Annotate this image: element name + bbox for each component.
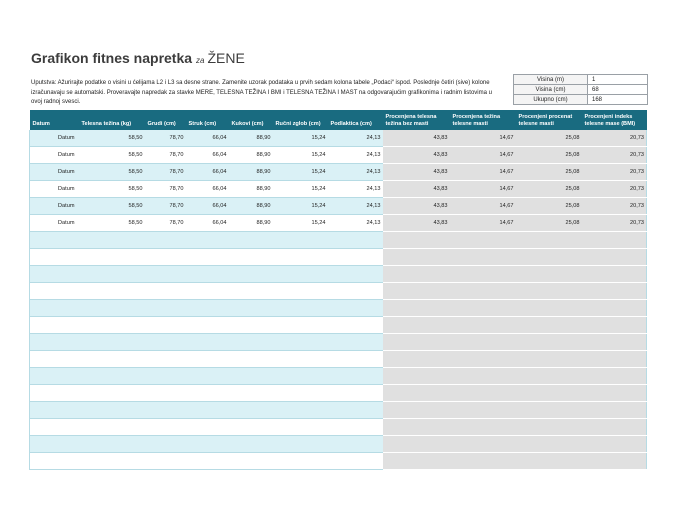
data-cell[interactable] xyxy=(145,402,186,419)
data-cell[interactable] xyxy=(186,419,229,436)
data-cell[interactable]: 88,90 xyxy=(229,147,273,164)
empty-table-row xyxy=(30,317,647,334)
data-cell[interactable] xyxy=(79,283,145,300)
calculated-cell[interactable] xyxy=(582,334,647,351)
calculated-cell[interactable] xyxy=(383,453,450,470)
calculated-cell[interactable] xyxy=(516,385,582,402)
title-who: ŽENE xyxy=(207,50,245,66)
empty-table-row xyxy=(30,453,647,470)
empty-table-row xyxy=(30,300,647,317)
column-header[interactable]: Struk (cm) xyxy=(186,110,229,130)
data-cell[interactable] xyxy=(186,232,229,249)
date-cell[interactable] xyxy=(30,334,79,351)
calculated-cell[interactable]: 14,67 xyxy=(450,215,516,232)
data-cell[interactable]: 66,04 xyxy=(186,181,229,198)
calculated-cell[interactable]: 20,73 xyxy=(582,130,647,147)
calculated-cell[interactable] xyxy=(450,368,516,385)
data-cell[interactable]: 15,24 xyxy=(273,164,328,181)
data-cell[interactable]: 58,50 xyxy=(79,130,145,147)
calculated-cell[interactable] xyxy=(516,249,582,266)
calculated-cell[interactable] xyxy=(450,453,516,470)
calculated-cell[interactable] xyxy=(450,334,516,351)
data-cell[interactable] xyxy=(229,300,273,317)
data-cell[interactable]: 78,70 xyxy=(145,215,186,232)
data-cell[interactable] xyxy=(79,453,145,470)
calculated-cell[interactable]: 25,08 xyxy=(516,215,582,232)
data-cell[interactable]: 24,13 xyxy=(328,164,383,181)
calculated-cell[interactable] xyxy=(450,317,516,334)
data-cell[interactable] xyxy=(328,385,383,402)
data-cell[interactable]: 78,70 xyxy=(145,198,186,215)
calculated-cell[interactable] xyxy=(516,317,582,334)
instructions-text: Uputstva: Ažurirajte podatke o visini u ćelijama L2 i L3 sa desne strane. Zamenite uzorak podataka u prvih sedam kolona tabele „Podaci“ ispod. Poslednje četiri (sive) kolone izračunavaju se automatski. Proveravajte napredak za stavke MERE, TELESNA TEŽINA I BMI i TELESNA TEŽINA I MAST na odgovarajućim grafikonima i radnim listovima u ovoj radnoj svesci. xyxy=(31,80,492,105)
column-header[interactable]: Kukovi (cm) xyxy=(229,110,273,130)
calculated-cell[interactable] xyxy=(383,317,450,334)
data-cell[interactable]: 88,90 xyxy=(229,181,273,198)
calculated-cell[interactable] xyxy=(450,283,516,300)
data-cell[interactable] xyxy=(229,317,273,334)
calculated-cell[interactable] xyxy=(582,300,647,317)
data-cell[interactable] xyxy=(186,283,229,300)
calculated-cell[interactable]: 20,73 xyxy=(582,198,647,215)
calculated-cell[interactable] xyxy=(383,368,450,385)
calculated-cell[interactable] xyxy=(582,232,647,249)
data-cell[interactable] xyxy=(145,385,186,402)
calculated-cell[interactable] xyxy=(450,436,516,453)
data-cell[interactable]: 66,04 xyxy=(186,198,229,215)
title-za: za xyxy=(196,56,205,65)
date-cell[interactable]: Datum xyxy=(30,147,79,164)
calculated-cell[interactable] xyxy=(383,300,450,317)
calculated-cell[interactable]: 25,08 xyxy=(516,198,582,215)
data-cell[interactable] xyxy=(328,232,383,249)
calculated-cell[interactable] xyxy=(516,283,582,300)
data-cell[interactable] xyxy=(229,351,273,368)
data-cell[interactable] xyxy=(328,351,383,368)
data-cell[interactable] xyxy=(328,334,383,351)
height-label: Visina (m) xyxy=(514,75,588,85)
calculated-cell[interactable] xyxy=(516,368,582,385)
calculated-cell[interactable]: 14,67 xyxy=(450,181,516,198)
data-cell[interactable]: 24,13 xyxy=(328,130,383,147)
calculated-cell[interactable] xyxy=(450,419,516,436)
calculated-cell[interactable] xyxy=(450,266,516,283)
calculated-cell[interactable] xyxy=(383,351,450,368)
date-cell[interactable]: Datum xyxy=(30,130,79,147)
data-cell[interactable] xyxy=(145,334,186,351)
date-cell[interactable] xyxy=(30,317,79,334)
data-cell[interactable] xyxy=(229,385,273,402)
calculated-cell[interactable] xyxy=(383,232,450,249)
data-cell[interactable] xyxy=(273,402,328,419)
height-value-cell[interactable]: 68 xyxy=(588,85,648,95)
data-cell[interactable] xyxy=(328,317,383,334)
column-header[interactable]: Procenjena težina telesne masti xyxy=(450,110,516,130)
calculated-cell[interactable] xyxy=(450,402,516,419)
data-cell[interactable] xyxy=(273,385,328,402)
data-cell[interactable]: 78,70 xyxy=(145,164,186,181)
table-row xyxy=(30,215,647,232)
calculated-cell[interactable] xyxy=(516,266,582,283)
date-cell[interactable] xyxy=(30,351,79,368)
date-cell[interactable] xyxy=(30,385,79,402)
empty-table-row xyxy=(30,436,647,453)
data-cell[interactable] xyxy=(273,300,328,317)
data-cell[interactable] xyxy=(328,436,383,453)
page-title xyxy=(31,50,245,66)
height-table xyxy=(513,74,648,105)
data-cell[interactable] xyxy=(273,334,328,351)
title-main: Grafikon fitnes napretka xyxy=(31,50,193,66)
empty-table-row xyxy=(30,419,647,436)
calculated-cell[interactable]: 25,08 xyxy=(516,181,582,198)
data-cell[interactable]: 15,24 xyxy=(273,181,328,198)
calculated-cell[interactable]: 14,67 xyxy=(450,198,516,215)
data-cell[interactable] xyxy=(186,453,229,470)
empty-table-row xyxy=(30,368,647,385)
date-cell[interactable]: Datum xyxy=(30,181,79,198)
data-cell[interactable] xyxy=(328,249,383,266)
column-header[interactable]: Procenjeni indeks telesne mase (BMI) xyxy=(582,110,647,130)
data-cell[interactable] xyxy=(273,249,328,266)
calculated-cell[interactable] xyxy=(582,317,647,334)
calculated-cell[interactable] xyxy=(582,351,647,368)
data-cell[interactable] xyxy=(145,453,186,470)
calculated-cell[interactable] xyxy=(383,436,450,453)
calculated-cell[interactable] xyxy=(582,249,647,266)
column-header[interactable]: Procenjeni procenat telesne masti xyxy=(516,110,582,130)
data-cell[interactable] xyxy=(229,368,273,385)
height-row xyxy=(514,85,648,95)
data-cell[interactable] xyxy=(273,283,328,300)
data-cell[interactable]: 24,13 xyxy=(328,198,383,215)
date-cell[interactable] xyxy=(30,453,79,470)
data-cell[interactable] xyxy=(145,368,186,385)
data-cell[interactable]: 24,13 xyxy=(328,215,383,232)
calculated-cell[interactable] xyxy=(383,334,450,351)
data-cell[interactable] xyxy=(79,368,145,385)
data-cell[interactable] xyxy=(328,300,383,317)
data-cell[interactable] xyxy=(79,385,145,402)
data-cell[interactable] xyxy=(229,232,273,249)
data-cell[interactable]: 88,90 xyxy=(229,164,273,181)
calculated-cell[interactable] xyxy=(516,351,582,368)
data-cell[interactable] xyxy=(229,453,273,470)
data-cell[interactable]: 15,24 xyxy=(273,147,328,164)
table-row xyxy=(30,164,647,181)
data-cell[interactable]: 58,50 xyxy=(79,198,145,215)
data-cell[interactable]: 58,50 xyxy=(79,181,145,198)
data-cell[interactable] xyxy=(145,300,186,317)
date-cell[interactable] xyxy=(30,368,79,385)
calculated-cell[interactable] xyxy=(450,232,516,249)
data-cell[interactable]: 66,04 xyxy=(186,147,229,164)
data-cell[interactable] xyxy=(186,334,229,351)
data-cell[interactable] xyxy=(328,402,383,419)
data-cell[interactable] xyxy=(145,419,186,436)
data-cell[interactable]: 15,24 xyxy=(273,198,328,215)
column-header[interactable]: Telesna težina (kg) xyxy=(79,110,145,130)
data-cell[interactable] xyxy=(145,249,186,266)
calculated-cell[interactable]: 43,83 xyxy=(383,215,450,232)
data-cell[interactable]: 88,90 xyxy=(229,215,273,232)
calculated-cell[interactable] xyxy=(383,283,450,300)
table-row xyxy=(30,130,647,147)
calculated-cell[interactable] xyxy=(516,402,582,419)
calculated-cell[interactable]: 14,67 xyxy=(450,164,516,181)
data-cell[interactable] xyxy=(186,317,229,334)
empty-table-row xyxy=(30,385,647,402)
column-header[interactable]: Podlaktica (cm) xyxy=(328,110,383,130)
date-cell[interactable] xyxy=(30,283,79,300)
empty-table-row xyxy=(30,249,647,266)
calculated-cell[interactable]: 43,83 xyxy=(383,198,450,215)
empty-table-row xyxy=(30,283,647,300)
calculated-cell[interactable]: 20,73 xyxy=(582,147,647,164)
calculated-cell[interactable] xyxy=(582,266,647,283)
calculated-cell[interactable]: 20,73 xyxy=(582,215,647,232)
calculated-cell[interactable]: 25,08 xyxy=(516,147,582,164)
data-cell[interactable] xyxy=(328,419,383,436)
date-cell[interactable] xyxy=(30,436,79,453)
data-cell[interactable] xyxy=(145,283,186,300)
data-cell[interactable] xyxy=(273,317,328,334)
calculated-cell[interactable] xyxy=(450,300,516,317)
data-table xyxy=(29,110,647,470)
data-cell[interactable]: 78,70 xyxy=(145,181,186,198)
data-cell[interactable] xyxy=(145,266,186,283)
calculated-cell[interactable] xyxy=(516,453,582,470)
data-cell[interactable] xyxy=(273,368,328,385)
data-cell[interactable] xyxy=(145,351,186,368)
height-value-cell[interactable]: 168 xyxy=(588,95,648,105)
table-row xyxy=(30,147,647,164)
data-cell[interactable] xyxy=(229,436,273,453)
calculated-cell[interactable]: 43,83 xyxy=(383,164,450,181)
data-cell[interactable] xyxy=(273,266,328,283)
height-value-cell[interactable]: 1 xyxy=(588,75,648,85)
column-header[interactable]: Grudi (cm) xyxy=(145,110,186,130)
date-cell[interactable] xyxy=(30,419,79,436)
data-cell[interactable] xyxy=(229,249,273,266)
height-label: Visina (cm) xyxy=(514,85,588,95)
calculated-cell[interactable] xyxy=(516,419,582,436)
data-cell[interactable] xyxy=(79,317,145,334)
calculated-cell[interactable]: 14,67 xyxy=(450,147,516,164)
data-cell[interactable] xyxy=(328,453,383,470)
data-cell[interactable] xyxy=(79,334,145,351)
calculated-cell[interactable] xyxy=(450,249,516,266)
data-cell[interactable] xyxy=(273,436,328,453)
data-cell[interactable] xyxy=(229,419,273,436)
date-cell[interactable] xyxy=(30,232,79,249)
data-cell[interactable]: 24,13 xyxy=(328,181,383,198)
calculated-cell[interactable]: 14,67 xyxy=(450,130,516,147)
data-cell[interactable] xyxy=(229,334,273,351)
data-cell[interactable] xyxy=(145,317,186,334)
calculated-cell[interactable]: 20,73 xyxy=(582,164,647,181)
empty-table-row xyxy=(30,334,647,351)
calculated-cell[interactable]: 25,08 xyxy=(516,164,582,181)
calculated-cell[interactable] xyxy=(383,419,450,436)
data-cell[interactable]: 58,50 xyxy=(79,215,145,232)
data-cell[interactable] xyxy=(328,283,383,300)
calculated-cell[interactable]: 25,08 xyxy=(516,130,582,147)
date-cell[interactable]: Datum xyxy=(30,164,79,181)
calculated-cell[interactable]: 43,83 xyxy=(383,130,450,147)
data-cell[interactable] xyxy=(186,368,229,385)
calculated-cell[interactable] xyxy=(383,402,450,419)
calculated-cell[interactable] xyxy=(582,453,647,470)
calculated-cell[interactable] xyxy=(383,266,450,283)
calculated-cell[interactable] xyxy=(516,232,582,249)
table-header-row xyxy=(30,110,647,130)
column-header[interactable]: Procenjena telesna težina bez masti xyxy=(383,110,450,130)
empty-table-row xyxy=(30,266,647,283)
data-cell[interactable] xyxy=(273,419,328,436)
data-cell[interactable]: 66,04 xyxy=(186,215,229,232)
data-cell[interactable]: 24,13 xyxy=(328,147,383,164)
data-cell[interactable] xyxy=(186,300,229,317)
table-row xyxy=(30,181,647,198)
data-cell[interactable] xyxy=(186,436,229,453)
calculated-cell[interactable] xyxy=(450,351,516,368)
calculated-cell[interactable] xyxy=(516,334,582,351)
calculated-cell[interactable] xyxy=(383,385,450,402)
data-cell[interactable] xyxy=(186,385,229,402)
data-cell[interactable]: 88,90 xyxy=(229,198,273,215)
height-row xyxy=(514,95,648,105)
empty-table-row xyxy=(30,232,647,249)
data-cell[interactable] xyxy=(273,453,328,470)
date-cell[interactable]: Datum xyxy=(30,198,79,215)
data-cell[interactable]: 15,24 xyxy=(273,130,328,147)
data-cell[interactable] xyxy=(79,300,145,317)
date-cell[interactable] xyxy=(30,402,79,419)
data-cell[interactable]: 66,04 xyxy=(186,130,229,147)
calculated-cell[interactable] xyxy=(516,300,582,317)
calculated-cell[interactable] xyxy=(450,385,516,402)
calculated-cell[interactable] xyxy=(383,249,450,266)
data-cell[interactable] xyxy=(79,232,145,249)
data-cell[interactable] xyxy=(79,351,145,368)
data-cell[interactable] xyxy=(229,402,273,419)
data-cell[interactable]: 78,70 xyxy=(145,147,186,164)
calculated-cell[interactable] xyxy=(582,402,647,419)
calculated-cell[interactable]: 43,83 xyxy=(383,181,450,198)
data-cell[interactable] xyxy=(186,402,229,419)
table-body xyxy=(30,130,647,470)
data-cell[interactable] xyxy=(79,266,145,283)
calculated-cell[interactable] xyxy=(582,419,647,436)
data-cell[interactable]: 66,04 xyxy=(186,164,229,181)
data-cell[interactable]: 58,50 xyxy=(79,164,145,181)
data-cell[interactable] xyxy=(79,249,145,266)
date-cell[interactable] xyxy=(30,249,79,266)
data-cell[interactable]: 88,90 xyxy=(229,130,273,147)
data-cell[interactable] xyxy=(273,232,328,249)
empty-table-row xyxy=(30,402,647,419)
data-cell[interactable] xyxy=(229,266,273,283)
table-row xyxy=(30,198,647,215)
data-cell[interactable] xyxy=(229,283,273,300)
column-header[interactable]: Ručni zglob (cm) xyxy=(273,110,328,130)
data-cell[interactable] xyxy=(328,368,383,385)
column-header[interactable]: Datum xyxy=(30,110,79,130)
data-cell[interactable] xyxy=(186,351,229,368)
date-cell[interactable] xyxy=(30,266,79,283)
data-cell[interactable] xyxy=(328,266,383,283)
calculated-cell[interactable] xyxy=(582,436,647,453)
calculated-cell[interactable] xyxy=(582,368,647,385)
height-label: Ukupno (cm) xyxy=(514,95,588,105)
data-cell[interactable] xyxy=(186,249,229,266)
calculated-cell[interactable] xyxy=(516,436,582,453)
data-cell[interactable] xyxy=(145,436,186,453)
data-cell[interactable] xyxy=(273,351,328,368)
date-cell[interactable]: Datum xyxy=(30,215,79,232)
calculated-cell[interactable]: 20,73 xyxy=(582,181,647,198)
data-cell[interactable]: 78,70 xyxy=(145,130,186,147)
height-row xyxy=(514,75,648,85)
data-cell[interactable] xyxy=(79,436,145,453)
data-cell[interactable]: 15,24 xyxy=(273,215,328,232)
data-cell[interactable] xyxy=(145,232,186,249)
calculated-cell[interactable] xyxy=(582,283,647,300)
calculated-cell[interactable] xyxy=(582,385,647,402)
empty-table-row xyxy=(30,351,647,368)
calculated-cell[interactable]: 43,83 xyxy=(383,147,450,164)
data-cell[interactable] xyxy=(186,266,229,283)
data-cell[interactable] xyxy=(79,419,145,436)
data-cell[interactable] xyxy=(79,402,145,419)
date-cell[interactable] xyxy=(30,300,79,317)
data-cell[interactable]: 58,50 xyxy=(79,147,145,164)
